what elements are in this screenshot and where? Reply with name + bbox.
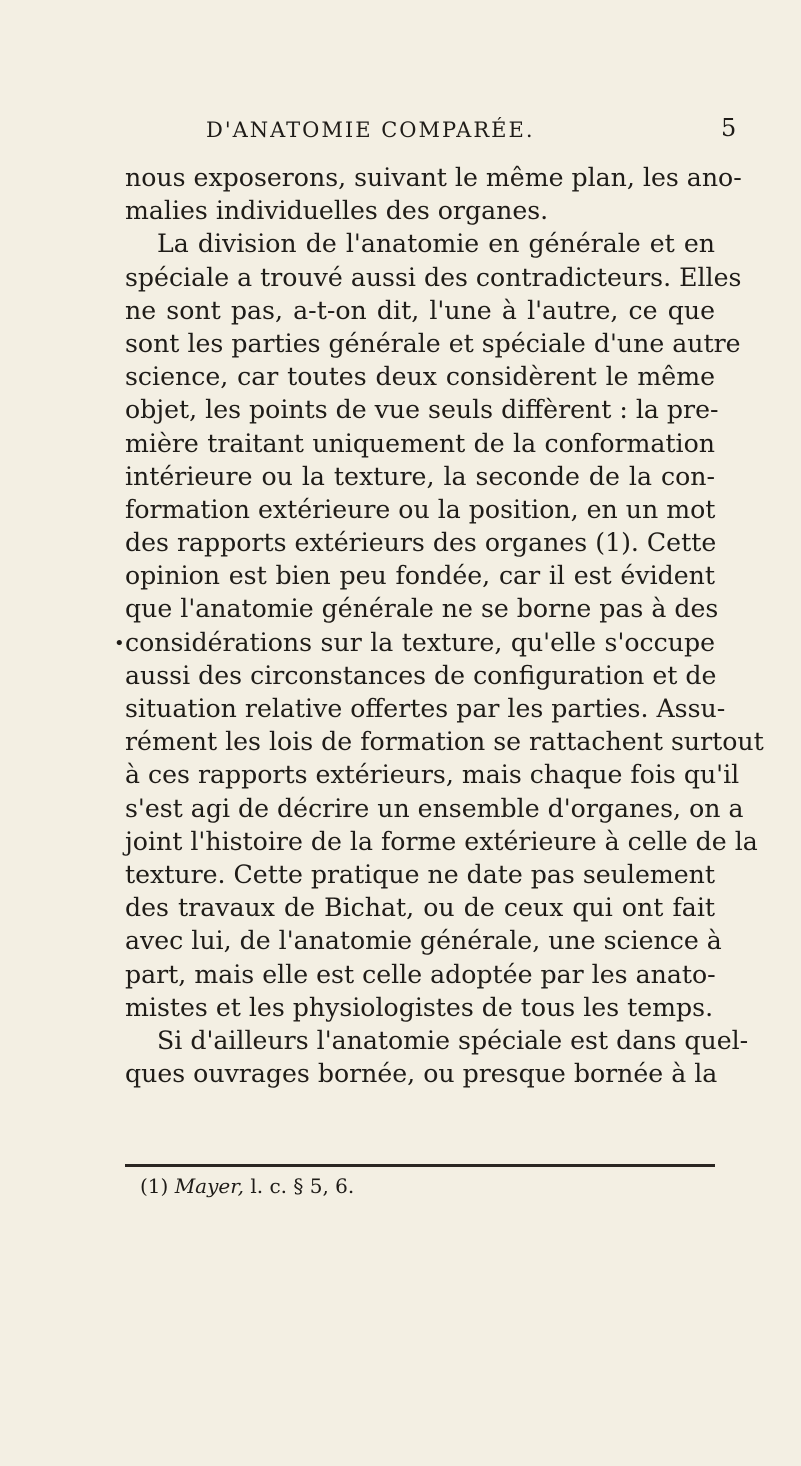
text-line: avec lui, de l'anatomie générale, une science à (125, 926, 722, 956)
footnote-divider (125, 1164, 715, 1167)
text-line: des travaux de Bichat, ou de ceux qui ont fait (125, 893, 715, 923)
text-line: intérieure ou la texture, la seconde de la con- (125, 461, 715, 491)
text-line: Si d'ailleurs l'anatomie spéciale est dans quel- (157, 1025, 749, 1055)
text-line: rément les lois de formation se rattachent surtout (125, 727, 764, 757)
text-line: objet, les points de vue seuls diffèrent : la pre- (125, 395, 719, 425)
text-line: texture. Cette pratique ne date pas seulement (125, 859, 716, 889)
text-line: aussi des circonstances de configuration et de (125, 660, 717, 690)
page-header (0, 114, 801, 158)
text-line: sont les parties générale et spéciale d'une autre (125, 328, 741, 358)
margin-mark: • (114, 633, 125, 654)
text-line: mière traitant uniquement de la conformation (125, 428, 715, 458)
text-line: mistes et les physiologistes de tous les temps. (125, 992, 714, 1022)
text-line: La division de l'anatomie en générale et en (157, 229, 715, 259)
text-line: à ces rapports extérieurs, mais chaque fois qu'il (125, 760, 740, 790)
footnote (140, 1174, 354, 1198)
text-line: ques ouvrages bornée, ou presque bornée à la (125, 1059, 718, 1089)
text-line: considérations sur la texture, qu'elle s'occupe (125, 627, 715, 657)
body-text (125, 161, 764, 1090)
text-line: joint l'histoire de la forme extérieure à celle de la (125, 826, 758, 856)
footnote-author: Mayer, (174, 1174, 244, 1198)
text-line: que l'anatomie générale ne se borne pas à des (125, 594, 719, 624)
text-line: spéciale a trouvé aussi des contradicteurs. Elles (125, 262, 742, 292)
page-number: 5 (721, 114, 737, 142)
text-line: ne sont pas, a-t-on dit, l'une à l'autre, ce que (125, 295, 715, 325)
footnote-reference: l. c. § 5, 6. (250, 1174, 355, 1198)
text-line: opinion est bien peu fondée, car il est évident (125, 561, 715, 591)
text-line: situation relative offertes par les parties. Assu- (125, 694, 726, 723)
text-line: part, mais elle est celle adoptée par les anato- (125, 959, 716, 989)
text-line: malies individuelles des organes. (125, 196, 549, 226)
text-line: science, car toutes deux considèrent le même (125, 362, 715, 392)
text-line: formation extérieure ou la position, en un mot (125, 494, 716, 524)
text-line: nous exposerons, suivant le même plan, les ano- (125, 163, 742, 192)
text-line: des rapports extérieurs des organes (1). Cette (125, 528, 717, 558)
footnote-marker: (1) (140, 1174, 169, 1198)
text-line: s'est agi de décrire un ensemble d'organes, on a (125, 793, 744, 823)
running-title: D'ANATOMIE COMPARÉE. (206, 118, 535, 142)
